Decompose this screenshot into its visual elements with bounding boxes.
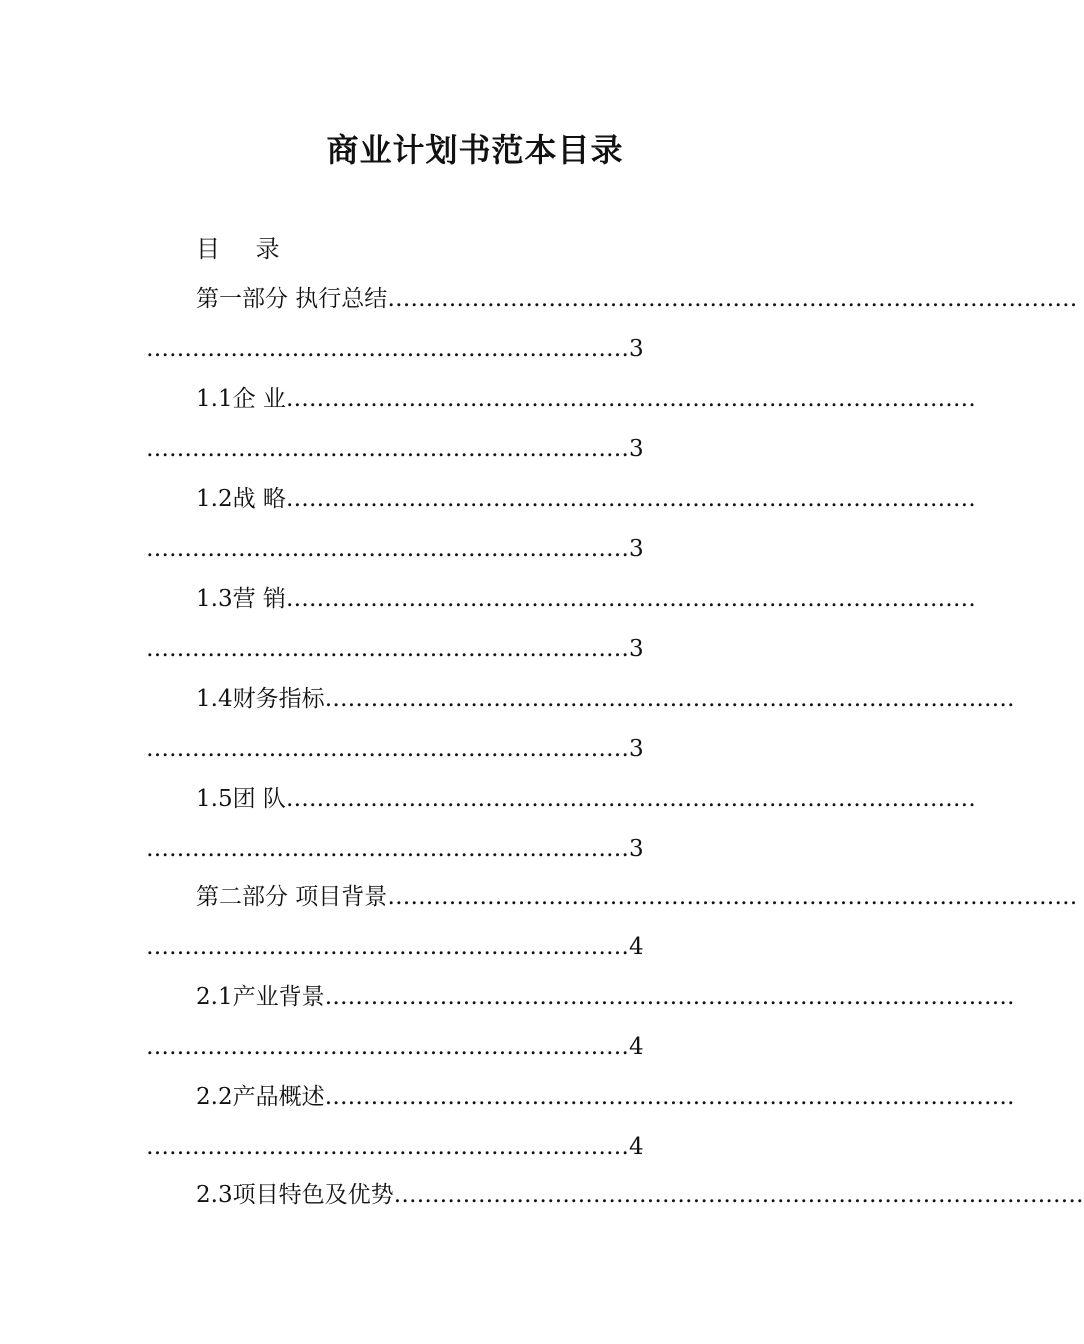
toc-leader-dots: ……………………………………………………………………………… xyxy=(324,984,1015,1010)
toc-page-number: 3 xyxy=(629,636,644,662)
toc-leader-dots: ……………………………………………………………………………… xyxy=(285,486,976,512)
document-title: 商业计划书范本目录 xyxy=(326,131,624,169)
toc-entry[interactable] xyxy=(196,582,976,616)
toc-entry-continuation xyxy=(146,1130,644,1164)
toc-entry-continuation xyxy=(146,930,644,964)
toc-leader-dots: ……………………………………………………… xyxy=(146,436,629,462)
toc-entry-label: 1.2战 略 xyxy=(196,486,286,512)
toc-leader-dots: ……………………………………………………………………………… xyxy=(324,1084,1015,1110)
toc-entry-label: 2.1产业背景 xyxy=(196,984,325,1010)
toc-leader-dots: ……………………………………………………………………………… xyxy=(285,586,976,612)
toc-leader-dots: ……………………………………………………… xyxy=(146,934,629,960)
toc-leader-dots: ……………………………………………………………………………… xyxy=(393,1182,1084,1208)
toc-leader-dots: ……………………………………………………… xyxy=(146,336,629,362)
toc-entry[interactable] xyxy=(196,1178,1084,1212)
toc-entry-label: 1.4财务指标 xyxy=(196,686,325,712)
toc-entry-continuation xyxy=(146,1030,644,1064)
toc-entry[interactable] xyxy=(196,682,1015,716)
toc-entry[interactable] xyxy=(196,880,1078,914)
toc-entry[interactable] xyxy=(196,980,1015,1014)
toc-entry-label: 第二部分 项目背景 xyxy=(196,884,388,910)
toc-leader-dots: ……………………………………………………… xyxy=(146,1134,629,1160)
toc-page-number: 3 xyxy=(629,736,644,762)
toc-leader-dots: ……………………………………………………… xyxy=(146,836,629,862)
toc-entry-label: 第一部分 执行总结 xyxy=(196,286,388,312)
toc-entry-label: 1.1企 业 xyxy=(196,386,286,412)
toc-page-number: 3 xyxy=(629,836,644,862)
toc-page-number: 4 xyxy=(629,1034,644,1060)
toc-leader-dots: ……………………………………………………… xyxy=(146,736,629,762)
toc-leader-dots: ……………………………………………………… xyxy=(146,1034,629,1060)
toc-entry[interactable] xyxy=(196,1080,1015,1114)
toc-leader-dots: ……………………………………………………………………………… xyxy=(285,786,976,812)
toc-entry[interactable] xyxy=(196,282,1078,316)
toc-leader-dots: ……………………………………………………………………………… xyxy=(324,686,1015,712)
toc-page-number: 3 xyxy=(629,536,644,562)
toc-entry-continuation xyxy=(146,632,644,666)
toc-entry-continuation xyxy=(146,832,644,866)
toc-entry[interactable] xyxy=(196,482,976,516)
toc-entry-label: 1.3营 销 xyxy=(196,586,286,612)
toc-entry-label: 1.5团 队 xyxy=(196,786,286,812)
toc-page-number: 3 xyxy=(629,436,644,462)
toc-entry-continuation xyxy=(146,332,644,366)
toc-entry-continuation xyxy=(146,732,644,766)
toc-leader-dots: ……………………………………………………… xyxy=(146,536,629,562)
toc-page-number: 4 xyxy=(629,934,644,960)
toc-leader-dots: ……………………………………………………………………………… xyxy=(285,386,976,412)
toc-entry-continuation xyxy=(146,432,644,466)
toc-entry-label: 2.3项目特色及优势 xyxy=(196,1182,394,1208)
toc-leader-dots: ……………………………………………………… xyxy=(146,636,629,662)
toc-leader-dots: ……………………………………………………………………………… xyxy=(387,884,1078,910)
toc-page-number: 4 xyxy=(629,1134,644,1160)
toc-page-number: 3 xyxy=(629,336,644,362)
toc-leader-dots: ……………………………………………………………………………… xyxy=(387,286,1078,312)
toc-entry[interactable] xyxy=(196,782,976,816)
toc-entry-continuation xyxy=(146,532,644,566)
toc-entry[interactable] xyxy=(196,382,976,416)
toc-entry-label: 2.2产品概述 xyxy=(196,1084,325,1110)
toc-heading: 目 录 xyxy=(196,235,294,263)
